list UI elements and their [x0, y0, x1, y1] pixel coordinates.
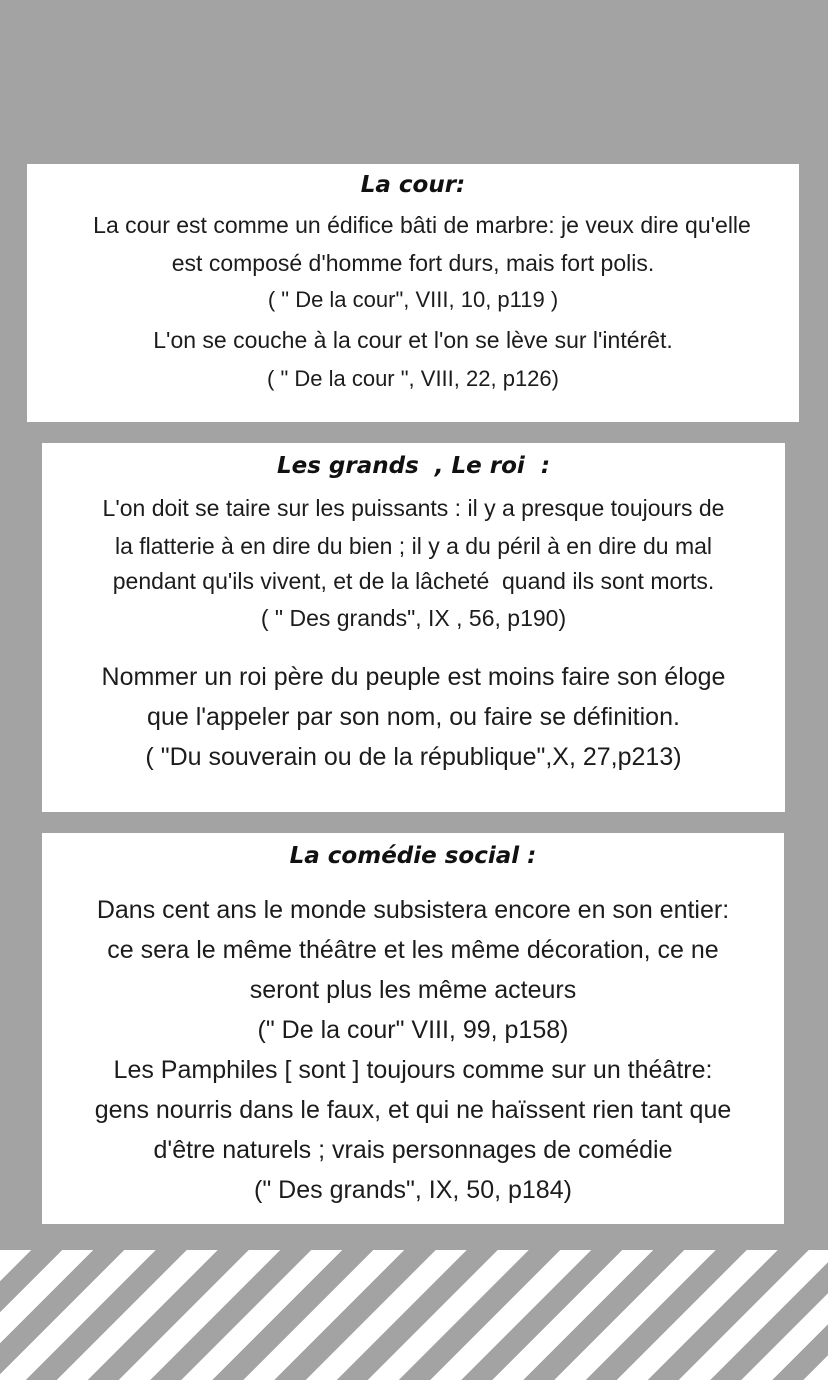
quote-citation: ( " De la cour", VIII, 10, p119 ) [267, 287, 559, 312]
quote-citation: (" Des grands", IX, 50, p184) [254, 1176, 572, 1204]
section-title: La cour: [360, 172, 466, 198]
quote-line: ce sera le même théâtre et les même décoration, ce ne [107, 936, 719, 964]
quote-citation: ( " De la cour ", VIII, 22, p126) [267, 366, 559, 391]
quote-line: Nommer un roi père du peuple est moins faire son éloge [101, 663, 726, 691]
quote-line: Les Pamphiles [ sont ] toujours comme sur un théâtre: [113, 1056, 713, 1084]
quote-citation: ( "Du souverain ou de la république",X, 27,p213) [145, 743, 682, 771]
quote-line: d'être naturels ; vrais personnages de comédie [153, 1136, 673, 1164]
quote-line: L'on doit se taire sur les puissants : il y a presque toujours de [102, 495, 725, 521]
decorative-stripes [0, 1250, 828, 1380]
section-title: Les grands , Le roi : [276, 453, 551, 479]
quote-line: L'on se couche à la cour et l'on se lève sur l'intérêt. [153, 327, 673, 353]
quote-card-la-comedie-social [42, 833, 784, 1224]
quote-card-les-grands [42, 443, 785, 812]
section-title: La comédie social : [289, 843, 537, 869]
quote-citation: ( " Des grands", IX , 56, p190) [260, 605, 567, 631]
quote-line: que l'appeler par son nom, ou faire se définition. [147, 703, 680, 731]
quote-line: gens nourris dans le faux, et qui ne haïssent rien tant que [94, 1096, 732, 1124]
quote-line: La cour est comme un édifice bâti de marbre: je veux dire qu'elle [93, 212, 751, 238]
quote-line: pendant qu'ils vivent, et de la lâcheté quand ils sont morts. [112, 568, 715, 594]
quote-line: seront plus les même acteurs [249, 976, 577, 1004]
quote-line: est composé d'homme fort durs, mais fort polis. [171, 250, 655, 276]
quote-line: la flatterie à en dire du bien ; il y a du péril à en dire du mal [114, 533, 713, 559]
quote-citation: (" De la cour" VIII, 99, p158) [257, 1016, 569, 1044]
quote-card-la-cour [27, 164, 799, 422]
quote-line: Dans cent ans le monde subsistera encore en son entier: [96, 896, 730, 924]
